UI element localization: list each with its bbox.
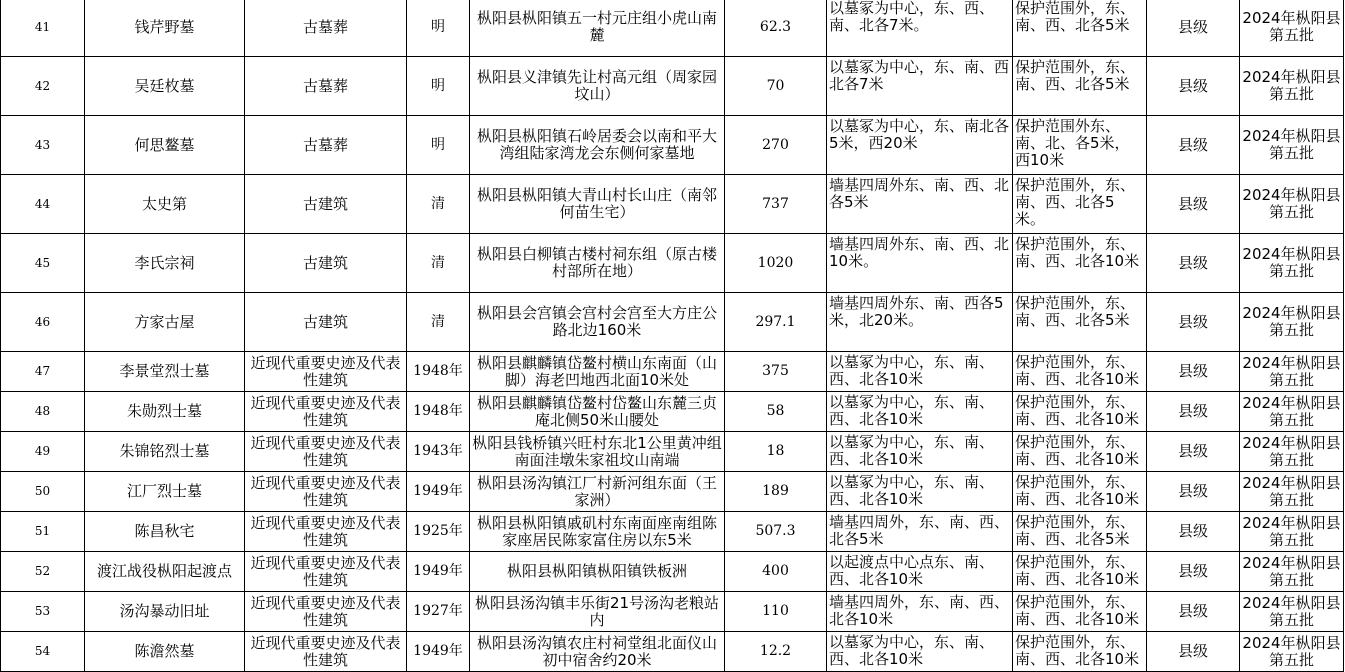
cell-location: 枞阳县麒麟镇岱鳌村岱鳌山东麓三贞庵北侧50米山腰处 [470,392,725,432]
cell-protection-range: 墙基四周外东、南、西各5米，北20米。 [827,293,1013,352]
cell-area: 297.1 [725,293,827,352]
cell-construction-zone: 保护范围外，东、南、西、北各10米 [1013,234,1147,293]
cell-level: 县级 [1147,512,1240,552]
cell-number: 50 [1,472,85,512]
cell-era: 1949年 [407,472,470,512]
cell-area: 1020 [725,234,827,293]
cell-construction-zone: 保护范围外，东、南、西、北各10米 [1013,472,1147,512]
cell-area: 189 [725,472,827,512]
table-row [1,0,1344,57]
cell-construction-zone: 保护范围外，东、南、西、北各5米。 [1013,175,1147,234]
cell-protection-range: 以墓冢为中心，东、南、西、北各10米 [827,472,1013,512]
cell-batch: 2024年枞阳县第五批 [1240,116,1344,175]
cell-site-name: 朱锦铭烈士墓 [85,432,245,472]
table-row [1,632,1344,672]
cell-protection-range: 以墓冢为中心，东、西、南、北各7米。 [827,0,1013,57]
cell-location: 枞阳县白柳镇古楼村祠东组（原古楼村部所在地） [470,234,725,293]
cell-level: 县级 [1147,432,1240,472]
cell-construction-zone: 保护范围外，东、南、西、北各5米 [1013,512,1147,552]
cell-area: 270 [725,116,827,175]
table-row [1,293,1344,352]
cell-category: 近现代重要史迹及代表性建筑 [245,432,407,472]
cell-category: 近现代重要史迹及代表性建筑 [245,592,407,632]
cell-number: 46 [1,293,85,352]
cell-site-name: 太史第 [85,175,245,234]
cell-category: 古墓葬 [245,0,407,57]
cell-location: 枞阳县钱桥镇兴旺村东北1公里黄冲组南面洼墩朱家祖坟山南端 [470,432,725,472]
cell-era: 1949年 [407,552,470,592]
cell-level: 县级 [1147,352,1240,392]
cell-location: 枞阳县枞阳镇大青山村长山庄（南邻何苗生宅） [470,175,725,234]
cell-category: 古墓葬 [245,116,407,175]
cell-level: 县级 [1147,234,1240,293]
cell-number: 49 [1,432,85,472]
cell-era: 明 [407,0,470,57]
cell-category: 近现代重要史迹及代表性建筑 [245,552,407,592]
cell-number: 53 [1,592,85,632]
cell-site-name: 吴廷枚墓 [85,57,245,116]
cell-area: 400 [725,552,827,592]
cell-level: 县级 [1147,632,1240,672]
cell-batch: 2024年枞阳县第五批 [1240,552,1344,592]
cell-protection-range: 以墓冢为中心，东、南、西、北各10米 [827,432,1013,472]
cell-level: 县级 [1147,293,1240,352]
table-row [1,57,1344,116]
cell-category: 近现代重要史迹及代表性建筑 [245,392,407,432]
cell-era: 1948年 [407,392,470,432]
cell-era: 清 [407,234,470,293]
cell-area: 18 [725,432,827,472]
cell-level: 县级 [1147,592,1240,632]
table-row [1,352,1344,392]
cell-category: 近现代重要史迹及代表性建筑 [245,352,407,392]
cell-category: 古建筑 [245,234,407,293]
cell-batch: 2024年枞阳县第五批 [1240,512,1344,552]
cell-category: 近现代重要史迹及代表性建筑 [245,472,407,512]
cell-batch: 2024年枞阳县第五批 [1240,392,1344,432]
cell-level: 县级 [1147,175,1240,234]
cell-category: 近现代重要史迹及代表性建筑 [245,632,407,672]
cell-number: 54 [1,632,85,672]
cell-construction-zone: 保护范围外，东、南、西、北各10米 [1013,352,1147,392]
cell-site-name: 何思鳌墓 [85,116,245,175]
cell-area: 110 [725,592,827,632]
cell-location: 枞阳县枞阳镇枞阳镇铁板洲 [470,552,725,592]
cell-area: 12.2 [725,632,827,672]
cell-level: 县级 [1147,0,1240,57]
cell-location: 枞阳县枞阳镇戚矶村东南面座南组陈家座居民陈家富住房以东5米 [470,512,725,552]
cell-batch: 2024年枞阳县第五批 [1240,632,1344,672]
cell-construction-zone: 保护范围外，东、南、西、北各10米 [1013,392,1147,432]
cell-era: 1943年 [407,432,470,472]
table-body [1,0,1344,672]
cell-protection-range: 以墓冢为中心，东、南北各5米，西20米 [827,116,1013,175]
cell-site-name: 江厂烈士墓 [85,472,245,512]
cell-construction-zone: 保护范围外，东、南、西、北各10米 [1013,432,1147,472]
cell-location: 枞阳县汤沟镇农庄村祠堂组北面仪山初中宿舍约20米 [470,632,725,672]
table-row [1,234,1344,293]
cell-era: 清 [407,175,470,234]
cell-era: 1948年 [407,352,470,392]
cell-area: 62.3 [725,0,827,57]
cell-protection-range: 以起渡点中心点东、南、西、北各10米 [827,552,1013,592]
cell-batch: 2024年枞阳县第五批 [1240,352,1344,392]
cell-era: 明 [407,116,470,175]
table-row [1,392,1344,432]
cell-construction-zone: 保护范围外，东、南、西、北各10米 [1013,632,1147,672]
cell-batch: 2024年枞阳县第五批 [1240,234,1344,293]
cell-level: 县级 [1147,472,1240,512]
cell-number: 42 [1,57,85,116]
cell-location: 枞阳县汤沟镇江厂村新河组东面（王家洲） [470,472,725,512]
cell-number: 45 [1,234,85,293]
cell-site-name: 汤沟暴动旧址 [85,592,245,632]
cell-area: 58 [725,392,827,432]
cell-number: 48 [1,392,85,432]
cell-category: 古墓葬 [245,57,407,116]
table-row [1,472,1344,512]
cell-protection-range: 墙基四周外东、南、西、北10米。 [827,234,1013,293]
cell-number: 52 [1,552,85,592]
cell-protection-range: 以墓冢为中心，东、南、西、北各10米 [827,352,1013,392]
cell-batch: 2024年枞阳县第五批 [1240,472,1344,512]
cell-protection-range: 墙基四周外，东、南、西、北各10米 [827,592,1013,632]
cell-construction-zone: 保护范围外，东、南、西、北各5米 [1013,0,1147,57]
cell-protection-range: 以墓冢为中心，东、南、西、北各10米 [827,632,1013,672]
cell-era: 1925年 [407,512,470,552]
cell-site-name: 陈澹然墓 [85,632,245,672]
cell-number: 51 [1,512,85,552]
cell-number: 43 [1,116,85,175]
table-row [1,175,1344,234]
cell-area: 70 [725,57,827,116]
cell-batch: 2024年枞阳县第五批 [1240,0,1344,57]
cell-protection-range: 墙基四周外，东、南、西、北各5米 [827,512,1013,552]
cell-area: 737 [725,175,827,234]
cell-site-name: 陈昌秋宅 [85,512,245,552]
cell-level: 县级 [1147,116,1240,175]
cell-era: 1927年 [407,592,470,632]
cell-construction-zone: 保护范围外，东、南、西、北各10米 [1013,552,1147,592]
cell-location: 枞阳县汤沟镇丰乐街21号汤沟老粮站内 [470,592,725,632]
cell-era: 清 [407,293,470,352]
cell-batch: 2024年枞阳县第五批 [1240,57,1344,116]
cell-location: 枞阳县麒麟镇岱鳌村横山东南面（山脚）海老凹地西北面10米处 [470,352,725,392]
cell-batch: 2024年枞阳县第五批 [1240,432,1344,472]
cell-level: 县级 [1147,392,1240,432]
cell-era: 明 [407,57,470,116]
cell-era: 1949年 [407,632,470,672]
cell-category: 古建筑 [245,175,407,234]
table-row [1,552,1344,592]
cell-location: 枞阳县义津镇先让村高元组（周家园坟山） [470,57,725,116]
cell-batch: 2024年枞阳县第五批 [1240,293,1344,352]
cell-site-name: 方家古屋 [85,293,245,352]
cell-construction-zone: 保护范围外东、南、北、各5米，西10米 [1013,116,1147,175]
cell-location: 枞阳县枞阳镇五一村元庄组小虎山南麓 [470,0,725,57]
cell-construction-zone: 保护范围外，东、南、西、北各10米 [1013,592,1147,632]
cell-area: 375 [725,352,827,392]
cell-site-name: 渡江战役枞阳起渡点 [85,552,245,592]
table-row [1,512,1344,552]
cell-batch: 2024年枞阳县第五批 [1240,175,1344,234]
cell-construction-zone: 保护范围外，东、南、西、北各5米 [1013,57,1147,116]
cell-site-name: 李氏宗祠 [85,234,245,293]
cell-site-name: 朱勋烈士墓 [85,392,245,432]
cell-number: 44 [1,175,85,234]
cell-site-name: 李景堂烈士墓 [85,352,245,392]
cell-protection-range: 以墓冢为中心，东、南、西、北各10米 [827,392,1013,432]
cell-batch: 2024年枞阳县第五批 [1240,592,1344,632]
cell-protection-range: 以墓冢为中心，东、南、西北各7米 [827,57,1013,116]
cell-location: 枞阳县会宫镇会宫村会宫至大方庄公路北边160米 [470,293,725,352]
cell-site-name: 钱芹野墓 [85,0,245,57]
cell-protection-range: 墙基四周外东、南、西、北各5米 [827,175,1013,234]
cell-level: 县级 [1147,552,1240,592]
cell-number: 41 [1,0,85,57]
cell-area: 507.3 [725,512,827,552]
cell-level: 县级 [1147,57,1240,116]
cell-location: 枞阳县枞阳镇石岭居委会以南和平大湾组陆家湾龙会东侧何家墓地 [470,116,725,175]
table-row [1,432,1344,472]
cell-construction-zone: 保护范围外，东、南、西、北各5米 [1013,293,1147,352]
cell-number: 47 [1,352,85,392]
table-row [1,116,1344,175]
cell-category: 近现代重要史迹及代表性建筑 [245,512,407,552]
cell-category: 古建筑 [245,293,407,352]
table-row [1,592,1344,632]
